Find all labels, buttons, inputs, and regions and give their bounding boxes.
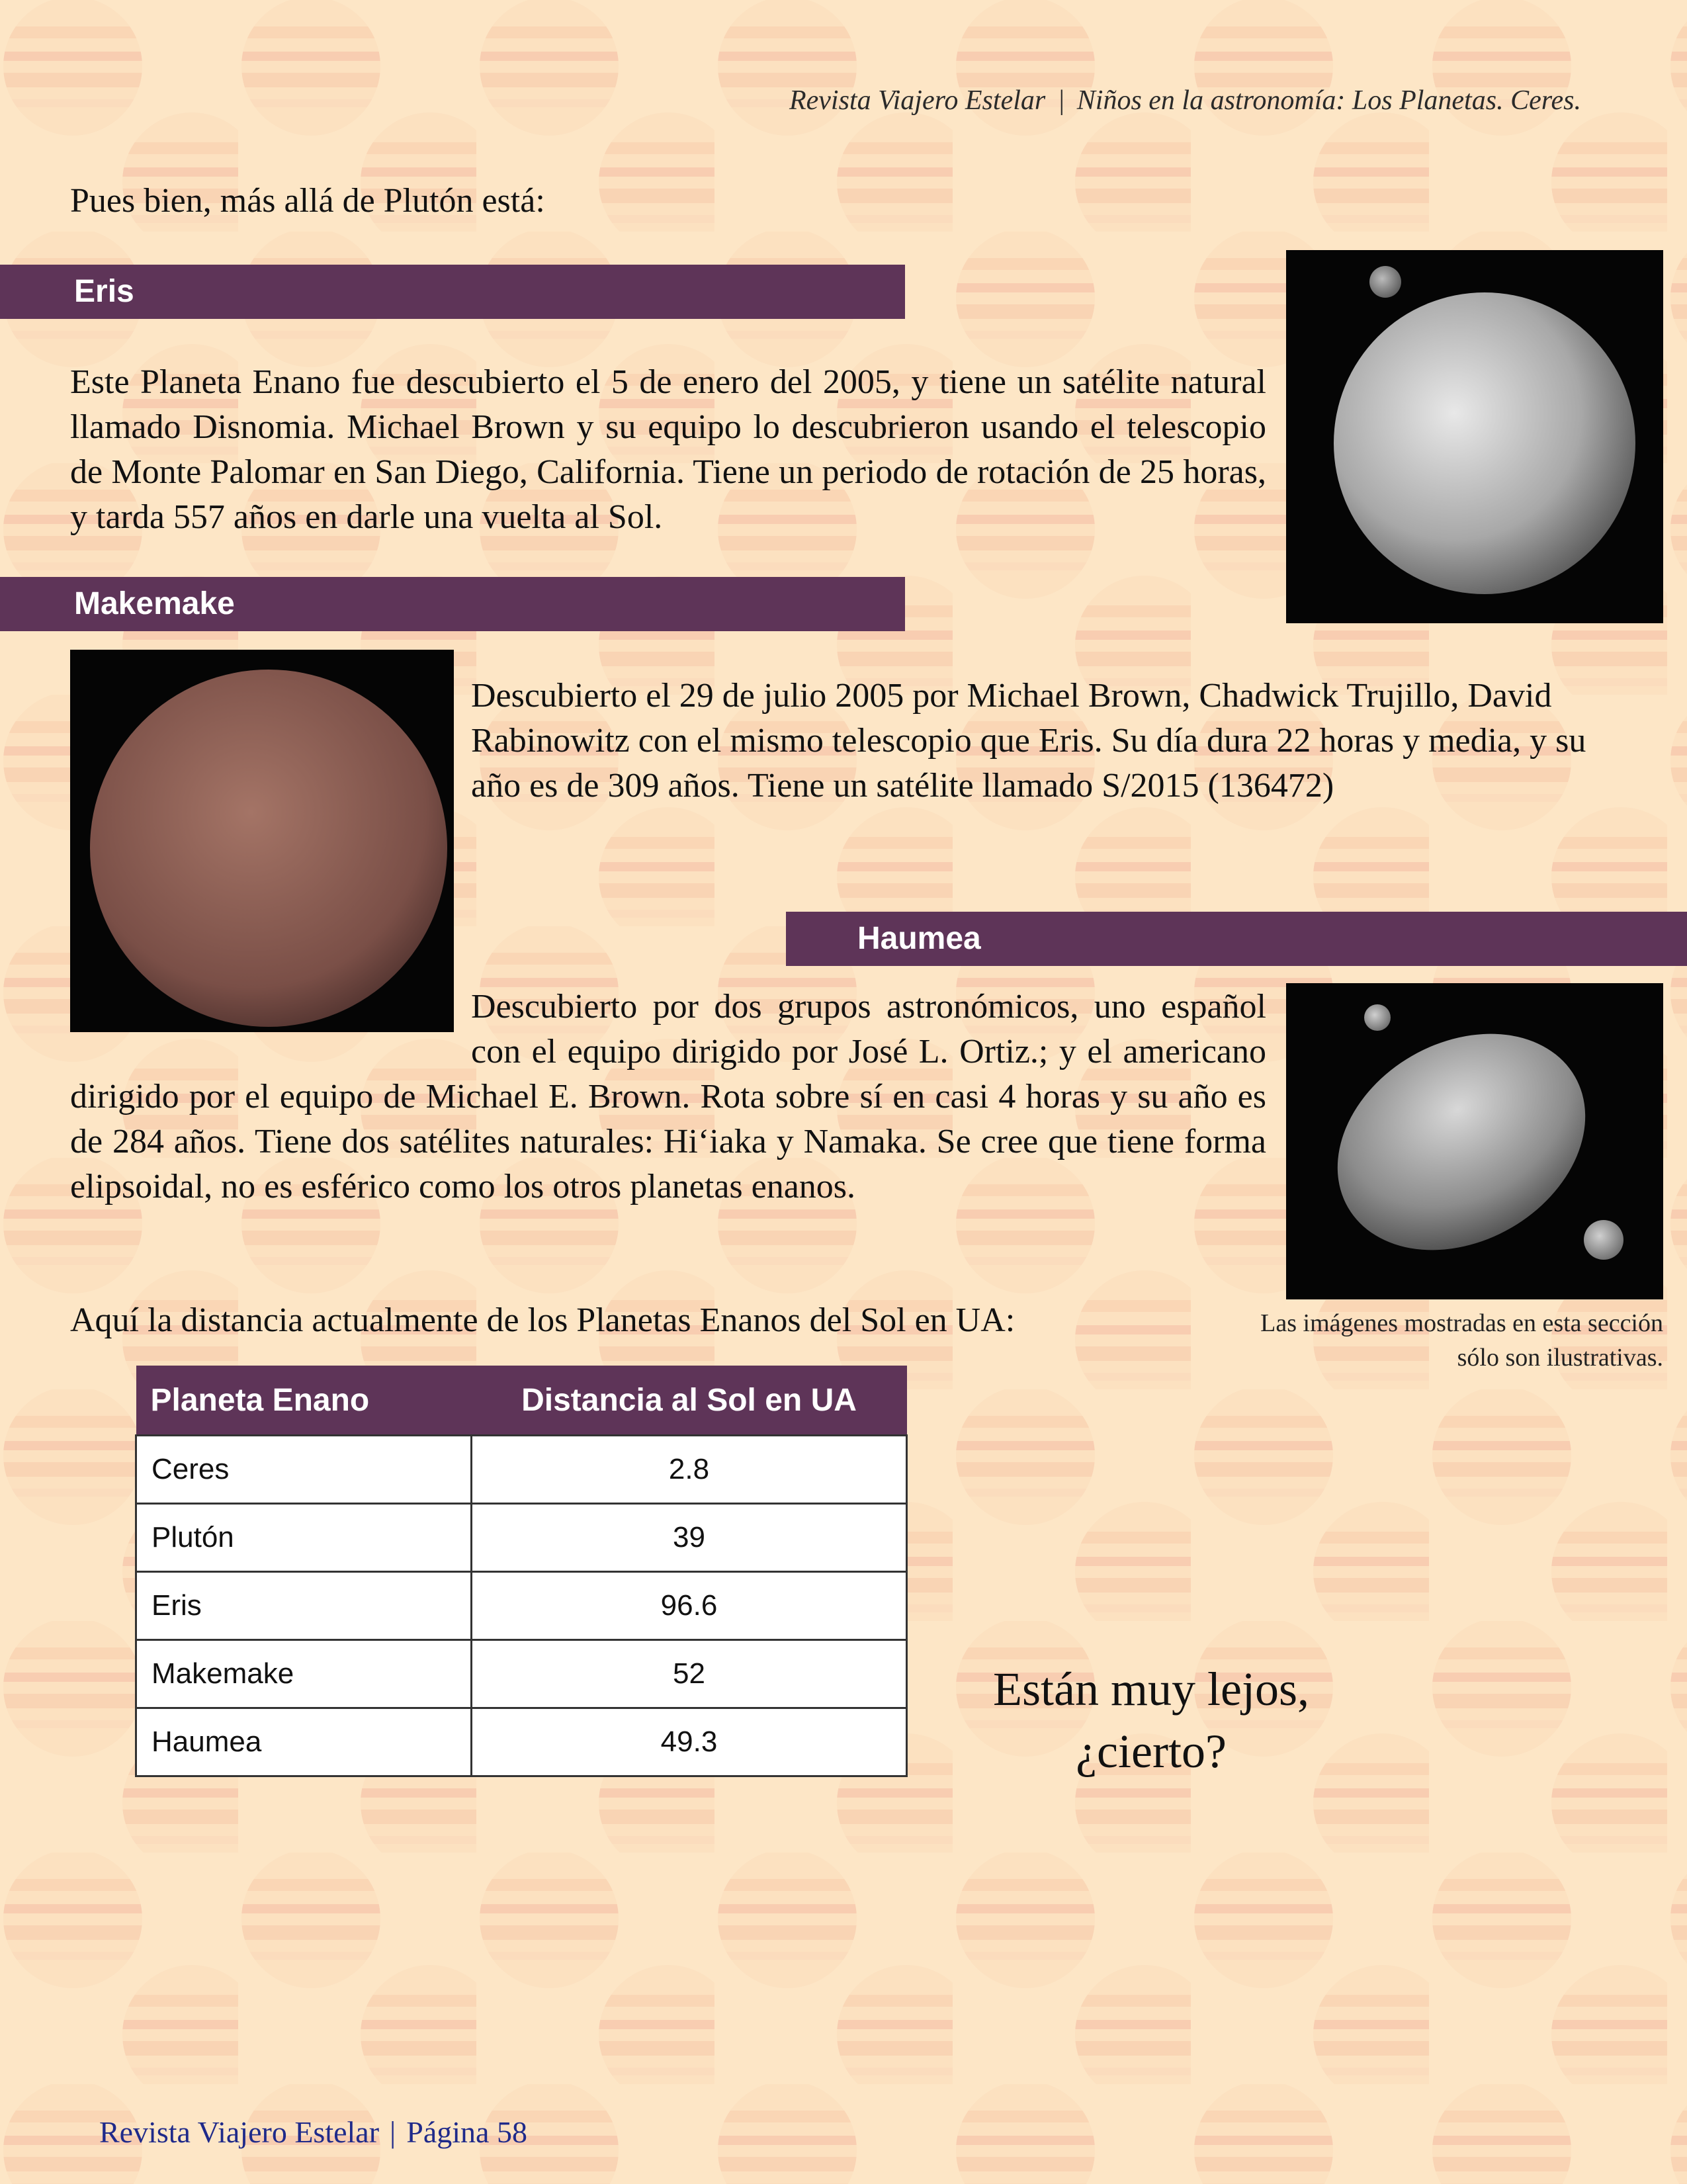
haumea-description: Descubierto por dos grupos astronómicos, uno español con el equipo dirigido por José L. Ortiz.; y el americano dirigido por el equipo de Michael E. Brown. Rota sobre sí en casi 4 horas y su año es de 284 años. Tiene dos satélites naturales: Hi‘iaka y Namaka. Se cree que tiene forma elipsoidal, no es esférico como los otros planetas enanos. xyxy=(70,988,1266,1205)
table-row xyxy=(136,1436,907,1504)
footer-magazine: Revista Viajero Estelar xyxy=(99,2115,380,2149)
table-row xyxy=(136,1572,907,1640)
column-header-planet: Planeta Enano xyxy=(136,1366,472,1436)
planet-name-cell: Haumea xyxy=(136,1708,472,1776)
eris-heading: Eris xyxy=(0,265,905,319)
distance-cell: 39 xyxy=(472,1504,907,1572)
column-header-distance: Distancia al Sol en UA xyxy=(472,1366,907,1436)
distance-table xyxy=(135,1366,908,1777)
distance-cell: 49.3 xyxy=(472,1708,907,1776)
footer-page-number: Página 58 xyxy=(406,2115,527,2149)
distance-cell: 2.8 xyxy=(472,1436,907,1504)
makemake-image xyxy=(70,650,454,1032)
haumea-image xyxy=(1286,983,1663,1299)
planet-name-cell: Ceres xyxy=(136,1436,472,1504)
header-section: Niños en la astronomía: Los Planetas. Ceres. xyxy=(1076,85,1581,116)
header-separator: | xyxy=(1057,85,1065,116)
planet-name-cell: Makemake xyxy=(136,1640,472,1708)
haumea-text-wrap-spacer xyxy=(70,984,471,1043)
eris-image xyxy=(1286,250,1663,623)
footer-separator: | xyxy=(390,2115,396,2149)
distance-intro: Aquí la distancia actualmente de los Planetas Enanos del Sol en UA: xyxy=(70,1301,1016,1339)
table-row xyxy=(136,1708,907,1776)
planet-name-cell: Eris xyxy=(136,1572,472,1640)
intro-text: Pues bien, más allá de Plutón está: xyxy=(70,182,545,220)
running-header xyxy=(662,85,1581,116)
haumea-heading: Haumea xyxy=(786,912,1687,966)
makemake-description: Descubierto el 29 de julio 2005 por Michael Brown, Chadwick Trujillo, David Rabinowitz con el mismo telescopio que Eris. Su día dura 22 horas y media, y su año es de 309 años. Tiene un satélite llamado S/2015 (136472) xyxy=(471,677,1586,805)
makemake-heading: Makemake xyxy=(0,577,905,631)
distance-cell: 52 xyxy=(472,1640,907,1708)
planet-name-cell: Plutón xyxy=(136,1504,472,1572)
image-caption: Las imágenes mostradas en esta sección sólo son ilustrativas. xyxy=(1260,1309,1663,1372)
eris-description: Este Planeta Enano fue descubierto el 5 de enero del 2005, y tiene un satélite natural llamado Disnomia. Michael Brown y su equipo lo descubrieron usando el telescopio de Monte Palomar en San Diego, California. Tiene un periodo de rotación de 25 horas, y tarda 557 años en darle una vuelta al Sol. xyxy=(70,363,1266,536)
distance-cell: 96.6 xyxy=(472,1572,907,1640)
closing-remark: Están muy lejos, ¿cierto? xyxy=(993,1663,1309,1778)
page-footer xyxy=(99,2115,527,2150)
table-row xyxy=(136,1504,907,1572)
table-row xyxy=(136,1640,907,1708)
haumea-description-block xyxy=(70,984,1266,1209)
header-magazine: Revista Viajero Estelar xyxy=(789,85,1046,116)
table-header-row xyxy=(136,1366,907,1436)
